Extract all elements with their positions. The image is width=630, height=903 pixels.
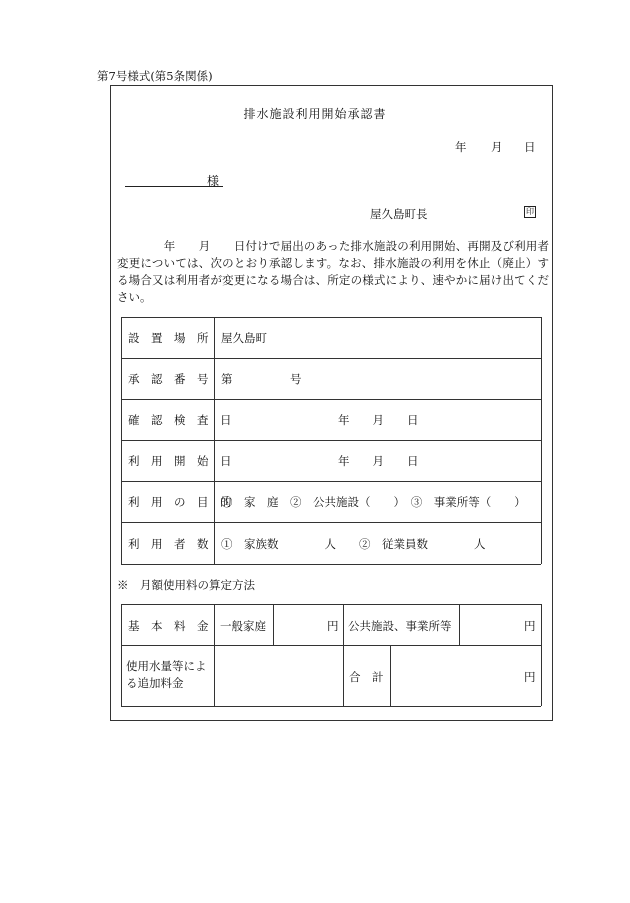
household-yen: 円 (327, 619, 339, 633)
total-yen: 円 (524, 670, 536, 684)
total-label: 合 計 (349, 670, 384, 684)
basic-fee-label: 基 本 料 金 (128, 619, 209, 633)
seal-mark: 印 (526, 207, 534, 216)
row-label-approval-number: 承 認 番 号 (128, 372, 209, 386)
date-month: 月 (491, 140, 503, 154)
row-label-location: 設 置 場 所 (128, 331, 209, 345)
public-business-yen: 円 (524, 619, 536, 633)
row-value-location: 屋久島町 (221, 331, 267, 345)
public-business-label: 公共施設、事業所等 (348, 619, 452, 633)
household-label: 一般家庭 (220, 619, 266, 633)
row-value-inspection-date: 年 月 日 (338, 413, 419, 427)
row-value-purpose: ① 家 庭 ② 公共施設（ ） ③ 事業所等（ ） (221, 495, 526, 509)
body-text: 年 月 日付けで届出のあった排水施設の利用開始、再開及び利用者変更については、次のとおり承認します。なお、排水施設の利用を休止（廃止）する場合又は利用者が変更になる場合は、所定の様式により、速やかに届け出てください。 (117, 239, 549, 304)
addressee-suffix: 様 (207, 174, 220, 188)
row-value-start-date: 年 月 日 (338, 454, 419, 468)
row-label-users: 利 用 者 数 (128, 537, 209, 551)
fee-note: ※ 月額使用料の算定方法 (117, 578, 255, 592)
row-label-inspection-date: 確 認 検 査 日 (128, 413, 232, 427)
additional-fee-label: 使用水量等による追加料金 (126, 659, 207, 690)
date-year: 年 (455, 140, 467, 154)
form-number-label: 第7号様式(第5条関係) (97, 69, 213, 83)
row-value-users: ① 家族数 人 ② 従業員数 人 (221, 537, 486, 551)
date-day: 日 (524, 140, 536, 154)
row-label-purpose: 利 用 の 目 的 (128, 495, 232, 509)
document-title: 排水施設利用開始承認書 (243, 107, 387, 121)
row-label-start-date: 利 用 開 始 日 (128, 454, 232, 468)
row-value-approval-number: 第 号 (221, 372, 302, 386)
issuer-name: 屋久島町長 (370, 207, 428, 221)
